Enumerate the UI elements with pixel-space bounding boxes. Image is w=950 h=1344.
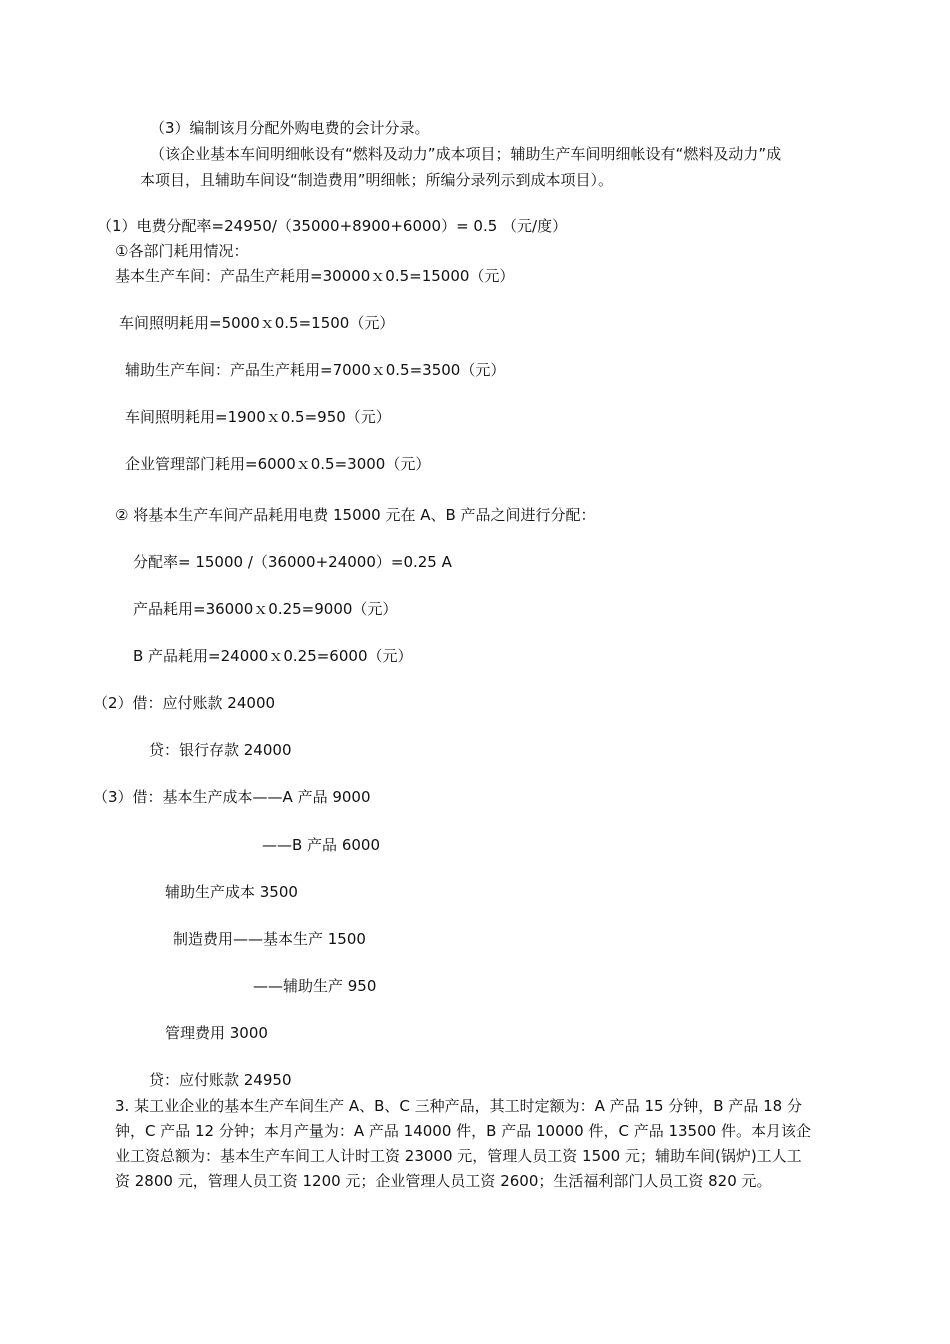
answer3-credit: 贷：应付账款 24950: [149, 1071, 292, 1089]
answer3-aux-cost: 辅助生产成本 3500: [165, 883, 298, 901]
answer1-alloc-rate: 分配率= 15000 /（36000+24000）=0.25 A: [133, 553, 452, 571]
answer3-mfg-basic: 制造费用——基本生产 1500: [173, 930, 366, 948]
answer1-product-b: B 产品耗用=24000ｘ0.25=6000（元）: [133, 647, 413, 665]
intro-note-line2: 本项目，且辅助车间设“制造费用”明细帐；所编分录列示到成本项目）。: [140, 171, 614, 189]
answer1-rate: （1）电费分配率=24950/（35000+8900+6000）= 0.5 （元/度）: [97, 217, 568, 235]
answer2-credit: 贷：银行存款 24000: [149, 741, 292, 759]
answer1-alloc-title: ② 将基本生产车间产品耗用电费 15000 元在 A、B 产品之间进行分配：: [115, 506, 596, 524]
intro-note-line1: （该企业基本车间明细帐设有“燃料及动力”成本项目；辅助生产车间明细帐设有“燃料及动力”成: [150, 145, 782, 163]
answer1-basic-product: 基本生产车间：产品生产耗用=30000ｘ0.5=15000（元）: [115, 267, 515, 285]
answer1-usage-title: ①各部门耗用情况：: [115, 242, 249, 260]
intro-item3: （3）编制该月分配外购电费的会计分录。: [150, 119, 430, 137]
answer3-admin-exp: 管理费用 3000: [165, 1024, 268, 1042]
answer3-debit-a: （3）借：基本生产成本——A 产品 9000: [93, 788, 371, 806]
answer1-basic-lighting: 车间照明耗用=5000ｘ0.5=1500（元）: [119, 314, 395, 332]
answer1-aux-product: 辅助生产车间：产品生产耗用=7000ｘ0.5=3500（元）: [125, 361, 506, 379]
answer3-debit-b: ——B 产品 6000: [262, 836, 381, 854]
answer3-mfg-aux: ——辅助生产 950: [253, 977, 377, 995]
answer1-aux-lighting: 车间照明耗用=1900ｘ0.5=950（元）: [125, 408, 391, 426]
answer1-product-a: 产品耗用=36000ｘ0.25=9000（元）: [133, 600, 398, 618]
answer2-debit: （2）借：应付账款 24000: [93, 694, 276, 712]
answer1-admin: 企业管理部门耗用=6000ｘ0.5=3000（元）: [125, 455, 431, 473]
problem3-text: 3. 某工业企业的基本生产车间生产 A、B、C 三种产品，其工时定额为：A 产品 15 分钟，B 产品 18 分钟，C 产品 12 分钟；本月产量为：A 产品 14000 件，B 产品 10000 件，C 产品 13500 件。本月该企业工资总额为：基本生产车间工人计时工资 23000 元，管理人员工资 1500 元；辅助车间(锅炉)工人工资 2800 元，管理人员工资 1200 元；企业管理人员工资 2600；生活福利部门人员工资 820 元。: [115, 1097, 811, 1190]
